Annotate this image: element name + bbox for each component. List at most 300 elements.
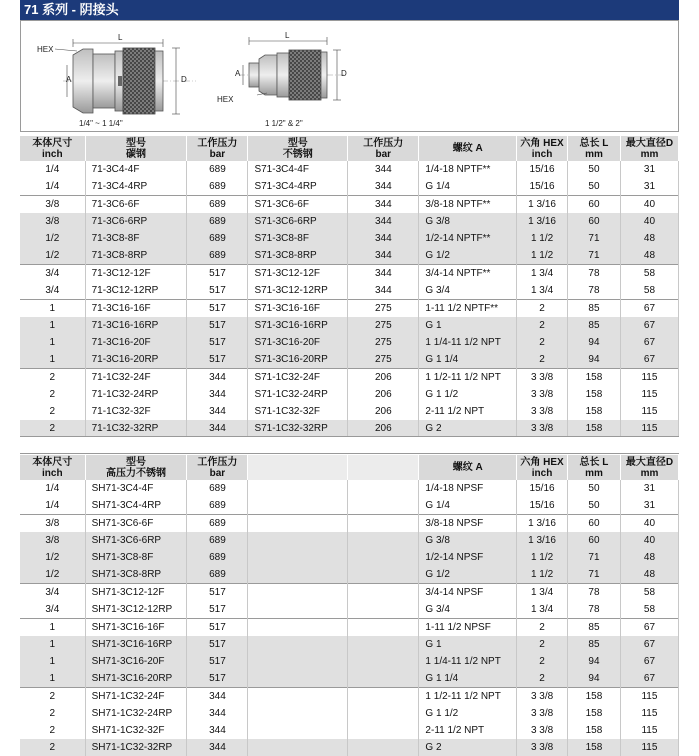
table-cell: 78 xyxy=(568,265,621,283)
table-cell: 94 xyxy=(568,653,621,670)
table-cell: 71 xyxy=(568,566,621,584)
table-cell: S71-3C8-8F xyxy=(248,230,348,247)
table-cell: 2 xyxy=(20,386,85,403)
table-cell: SH71-3C16-20RP xyxy=(85,670,187,688)
table-cell: 3 3/8 xyxy=(517,705,568,722)
table-cell: G 3/8 xyxy=(419,213,517,230)
table-cell: 67 xyxy=(620,351,678,369)
table-cell: 71-1C32-32RP xyxy=(85,420,187,437)
table-cell: 344 xyxy=(187,386,248,403)
table-cell: S71-3C4-4F xyxy=(248,161,348,178)
table-cell: 31 xyxy=(620,178,678,196)
table-cell xyxy=(348,705,419,722)
table-cell: 1 xyxy=(20,619,85,637)
table-cell xyxy=(248,584,348,602)
table-cell xyxy=(248,497,348,515)
right-thread-label: A xyxy=(235,69,241,78)
table-cell: 1/2-14 NPTF** xyxy=(419,230,517,247)
table-cell: 344 xyxy=(348,230,419,247)
table-cell: 689 xyxy=(187,178,248,196)
table-cell: 115 xyxy=(620,420,678,437)
table-cell: 158 xyxy=(568,705,621,722)
table-cell: 689 xyxy=(187,196,248,214)
table-cell: 689 xyxy=(187,515,248,533)
table-cell: 94 xyxy=(568,334,621,351)
column-header: 本体尺寸 inch xyxy=(20,136,85,161)
table-cell xyxy=(348,619,419,637)
table-cell: 517 xyxy=(187,584,248,602)
table-cell: 1/4-18 NPSF xyxy=(419,480,517,497)
carbon-stainless-table xyxy=(20,136,679,437)
table-row xyxy=(20,722,679,739)
table-cell xyxy=(348,601,419,619)
table-cell: 60 xyxy=(568,532,621,549)
table-cell: 689 xyxy=(187,480,248,497)
table-cell: 2 xyxy=(517,653,568,670)
table-row xyxy=(20,566,679,584)
table-cell: 2 xyxy=(20,688,85,706)
table-cell: 3/8 xyxy=(20,196,85,214)
table-row xyxy=(20,213,679,230)
table-cell: 1 xyxy=(20,300,85,318)
table-cell: 71 xyxy=(568,230,621,247)
table-row xyxy=(20,688,679,706)
table-cell: 48 xyxy=(620,566,678,584)
column-header: 六角 HEX inch xyxy=(517,136,568,161)
table-cell: 1 1/2 xyxy=(517,549,568,566)
table-cell: 58 xyxy=(620,282,678,300)
table-cell xyxy=(248,739,348,756)
table-row xyxy=(20,196,679,214)
table-cell: 3/8 xyxy=(20,213,85,230)
table-cell: S71-1C32-24RP xyxy=(248,386,348,403)
table-cell: 50 xyxy=(568,178,621,196)
table-cell: 517 xyxy=(187,265,248,283)
left-thread-label: A xyxy=(66,75,72,84)
table-cell: G 1/4 xyxy=(419,178,517,196)
column-header: 最大直径D mm xyxy=(620,455,678,480)
table-row xyxy=(20,161,679,178)
table-cell: S71-3C6-6RP xyxy=(248,213,348,230)
table-cell: 3/4-14 NPTF** xyxy=(419,265,517,283)
column-header: 螺纹 A xyxy=(419,136,517,161)
table-cell xyxy=(348,722,419,739)
table-cell: G 1 1/2 xyxy=(419,705,517,722)
table-row xyxy=(20,601,679,619)
table-cell: 3/4-14 NPSF xyxy=(419,584,517,602)
table-cell: 71-3C8-8RP xyxy=(85,247,187,265)
table-cell: 15/16 xyxy=(517,178,568,196)
table-cell: 1 xyxy=(20,351,85,369)
table-cell: 2 xyxy=(20,403,85,420)
table-cell: 67 xyxy=(620,300,678,318)
column-header xyxy=(248,455,348,480)
table-row xyxy=(20,334,679,351)
column-header: 型号 不锈钢 xyxy=(248,136,348,161)
table-cell: 1 1/2-11 1/2 NPT xyxy=(419,688,517,706)
table-cell: 85 xyxy=(568,636,621,653)
table-cell: 71-3C4-4RP xyxy=(85,178,187,196)
table-cell: 517 xyxy=(187,334,248,351)
table-cell: 31 xyxy=(620,161,678,178)
table-row xyxy=(20,497,679,515)
small-coupling-drawing xyxy=(55,39,196,114)
table-cell: 67 xyxy=(620,334,678,351)
table-cell: 67 xyxy=(620,619,678,637)
table-cell xyxy=(348,480,419,497)
table-cell: 40 xyxy=(620,196,678,214)
column-header: 工作压力 bar xyxy=(187,455,248,480)
table-cell: 689 xyxy=(187,230,248,247)
table-cell: SH71-1C32-24RP xyxy=(85,705,187,722)
table-cell: 2 xyxy=(517,619,568,637)
table-cell: 2 xyxy=(20,369,85,387)
table-cell: 115 xyxy=(620,369,678,387)
table-cell: 344 xyxy=(348,247,419,265)
table-cell: 71-3C16-20RP xyxy=(85,351,187,369)
left-hex-label: HEX xyxy=(37,45,54,54)
section-title: 71 系列 - 阴接头 xyxy=(20,0,679,20)
table-cell: 158 xyxy=(568,420,621,437)
table-cell: 689 xyxy=(187,497,248,515)
table-cell xyxy=(248,653,348,670)
table-cell: 71-3C12-12RP xyxy=(85,282,187,300)
table-cell xyxy=(348,739,419,756)
table-cell: 115 xyxy=(620,722,678,739)
table-cell: 1/4 xyxy=(20,497,85,515)
coupling-diagram-panel xyxy=(20,20,679,132)
table-row xyxy=(20,670,679,688)
table-cell xyxy=(248,532,348,549)
table-cell: 94 xyxy=(568,351,621,369)
table-cell: 689 xyxy=(187,549,248,566)
table-cell: 71-3C12-12F xyxy=(85,265,187,283)
table-cell: 1 3/4 xyxy=(517,265,568,283)
table-cell: 1 1/2 xyxy=(517,230,568,247)
table-cell: SH71-3C12-12F xyxy=(85,584,187,602)
table-row xyxy=(20,230,679,247)
table-cell: 517 xyxy=(187,300,248,318)
table-cell: 1-11 1/2 NPSF xyxy=(419,619,517,637)
table-cell: 344 xyxy=(187,722,248,739)
table-cell xyxy=(348,515,419,533)
table-cell xyxy=(248,549,348,566)
table-cell: 344 xyxy=(348,265,419,283)
table-row xyxy=(20,705,679,722)
table-row xyxy=(20,300,679,318)
table-cell xyxy=(248,636,348,653)
table-cell: SH71-3C12-12RP xyxy=(85,601,187,619)
table-cell: 71 xyxy=(568,247,621,265)
table-cell: 517 xyxy=(187,619,248,637)
table-cell: 1 xyxy=(20,653,85,670)
table-cell: 115 xyxy=(620,403,678,420)
table-cell: 689 xyxy=(187,161,248,178)
table-cell: G 2 xyxy=(419,420,517,437)
table-cell: S71-3C12-12RP xyxy=(248,282,348,300)
table-cell: 517 xyxy=(187,317,248,334)
table-cell: 3/4 xyxy=(20,282,85,300)
table-cell: 78 xyxy=(568,584,621,602)
table-cell: SH71-1C32-24F xyxy=(85,688,187,706)
table-cell: 58 xyxy=(620,601,678,619)
table-cell: SH71-3C6-6RP xyxy=(85,532,187,549)
table-cell: 78 xyxy=(568,601,621,619)
table-cell: 517 xyxy=(187,636,248,653)
table-row xyxy=(20,351,679,369)
table-cell: 60 xyxy=(568,515,621,533)
table-cell: 517 xyxy=(187,653,248,670)
left-diameter-label: D xyxy=(181,75,187,84)
table-cell: 15/16 xyxy=(517,480,568,497)
table-cell: 85 xyxy=(568,317,621,334)
table-row xyxy=(20,247,679,265)
table-cell xyxy=(248,705,348,722)
table-cell: 1/4 xyxy=(20,178,85,196)
table-cell: SH71-3C4-4F xyxy=(85,480,187,497)
table-cell: 2 xyxy=(20,705,85,722)
table-cell: 1 3/4 xyxy=(517,282,568,300)
table-cell: 2 xyxy=(517,300,568,318)
table-cell xyxy=(348,688,419,706)
table-cell: 3 3/8 xyxy=(517,722,568,739)
table-cell xyxy=(248,601,348,619)
table-cell: 158 xyxy=(568,722,621,739)
table-row xyxy=(20,584,679,602)
column-header: 六角 HEX inch xyxy=(517,455,568,480)
table-cell xyxy=(248,619,348,637)
table-cell: G 1 1/2 xyxy=(419,386,517,403)
table-cell: 3/8 xyxy=(20,515,85,533)
table-cell: 344 xyxy=(187,420,248,437)
table-row xyxy=(20,282,679,300)
table-row xyxy=(20,386,679,403)
table-cell: 67 xyxy=(620,317,678,334)
table-cell: 689 xyxy=(187,213,248,230)
table-cell: 2 xyxy=(20,739,85,756)
column-header: 总长 L mm xyxy=(568,455,621,480)
table-row xyxy=(20,178,679,196)
table-cell: 31 xyxy=(620,497,678,515)
table-cell: G 3/4 xyxy=(419,601,517,619)
table-cell: 1/4 xyxy=(20,161,85,178)
right-hex-label: HEX xyxy=(217,95,234,104)
table-cell: S71-3C6-6F xyxy=(248,196,348,214)
table-cell: 158 xyxy=(568,386,621,403)
table-cell: 1-11 1/2 NPTF** xyxy=(419,300,517,318)
table-cell: G 1/2 xyxy=(419,566,517,584)
table-cell: 517 xyxy=(187,670,248,688)
table-cell: G 1/2 xyxy=(419,247,517,265)
table-cell: 1 1/4-11 1/2 NPT xyxy=(419,653,517,670)
table-cell: 85 xyxy=(568,619,621,637)
table-cell: 2 xyxy=(517,317,568,334)
table-row xyxy=(20,549,679,566)
table-cell: 1 3/4 xyxy=(517,601,568,619)
table-cell: 517 xyxy=(187,351,248,369)
table-cell: 344 xyxy=(187,369,248,387)
table-cell: 94 xyxy=(568,670,621,688)
table-cell: 115 xyxy=(620,688,678,706)
table-cell: 2 xyxy=(517,351,568,369)
table-cell: G 1 1/4 xyxy=(419,351,517,369)
table-cell: SH71-3C16-16F xyxy=(85,619,187,637)
table-cell: 1/2 xyxy=(20,230,85,247)
table-cell: SH71-3C16-16RP xyxy=(85,636,187,653)
table-cell xyxy=(348,636,419,653)
table-cell: 2 xyxy=(20,420,85,437)
table-cell: 158 xyxy=(568,739,621,756)
table-cell: 689 xyxy=(187,532,248,549)
table-cell: SH71-1C32-32F xyxy=(85,722,187,739)
table-cell: 206 xyxy=(348,369,419,387)
table-cell: 60 xyxy=(568,196,621,214)
table-row xyxy=(20,369,679,387)
table-cell: 1/2 xyxy=(20,549,85,566)
table-cell: S71-3C16-20F xyxy=(248,334,348,351)
table-cell: 344 xyxy=(348,213,419,230)
table-cell: 85 xyxy=(568,300,621,318)
table-cell xyxy=(248,566,348,584)
table-cell: 3/4 xyxy=(20,265,85,283)
column-header: 螺纹 A xyxy=(419,455,517,480)
table-cell: 1 xyxy=(20,334,85,351)
table-cell: 158 xyxy=(568,369,621,387)
table-cell: 50 xyxy=(568,480,621,497)
table-cell: 60 xyxy=(568,213,621,230)
table-cell: 1/2 xyxy=(20,247,85,265)
table-cell: 3/4 xyxy=(20,584,85,602)
right-size-caption: 1 1/2" & 2" xyxy=(265,119,303,128)
table-cell: 275 xyxy=(348,300,419,318)
table-cell: 517 xyxy=(187,601,248,619)
table-cell: 71-1C32-24F xyxy=(85,369,187,387)
table-cell: S71-3C8-8RP xyxy=(248,247,348,265)
table-row xyxy=(20,619,679,637)
table-cell: 71-3C16-20F xyxy=(85,334,187,351)
table-cell: 3/8-18 NPTF** xyxy=(419,196,517,214)
table-cell: 40 xyxy=(620,213,678,230)
table-cell: 71 xyxy=(568,549,621,566)
table-cell xyxy=(348,653,419,670)
column-header: 型号 高压力不锈钢 xyxy=(85,455,187,480)
table-cell: S71-3C12-12F xyxy=(248,265,348,283)
table-cell: 67 xyxy=(620,653,678,670)
table-cell: 48 xyxy=(620,230,678,247)
column-header: 最大直径D mm xyxy=(620,136,678,161)
table-cell: 2 xyxy=(517,670,568,688)
table-cell: 344 xyxy=(348,196,419,214)
column-header xyxy=(348,455,419,480)
table-cell: 344 xyxy=(187,688,248,706)
table-cell: G 1/4 xyxy=(419,497,517,515)
table-cell: 1 3/16 xyxy=(517,213,568,230)
table-cell: 71-3C6-6F xyxy=(85,196,187,214)
column-header: 工作压力 bar xyxy=(348,136,419,161)
table-cell: 1/4 xyxy=(20,480,85,497)
table-cell: 689 xyxy=(187,247,248,265)
table-cell: 48 xyxy=(620,549,678,566)
table-cell: 1 xyxy=(20,317,85,334)
table-cell: 3 3/8 xyxy=(517,420,568,437)
table-cell: 344 xyxy=(348,161,419,178)
column-header: 总长 L mm xyxy=(568,136,621,161)
table-cell: G 1 xyxy=(419,317,517,334)
table-cell xyxy=(248,722,348,739)
table-cell: 3 3/8 xyxy=(517,688,568,706)
table-cell: S71-1C32-32F xyxy=(248,403,348,420)
table-cell: 48 xyxy=(620,247,678,265)
table-row xyxy=(20,532,679,549)
table-cell: 71-1C32-32F xyxy=(85,403,187,420)
table-cell: S71-1C32-24F xyxy=(248,369,348,387)
table-divider xyxy=(20,436,679,454)
table-cell: 3 3/8 xyxy=(517,386,568,403)
table-cell: 2 xyxy=(20,722,85,739)
table-cell: 58 xyxy=(620,584,678,602)
table-cell: 689 xyxy=(187,566,248,584)
table-cell: 3/8-18 NPSF xyxy=(419,515,517,533)
table-cell: 1 3/16 xyxy=(517,532,568,549)
right-length-label: L xyxy=(285,31,290,40)
table-cell: 67 xyxy=(620,636,678,653)
table-cell: G 3/4 xyxy=(419,282,517,300)
table-cell: 275 xyxy=(348,334,419,351)
table-cell: 1 xyxy=(20,636,85,653)
table-row xyxy=(20,265,679,283)
table-cell: G 1 xyxy=(419,636,517,653)
table-cell: 344 xyxy=(348,282,419,300)
table-cell: G 2 xyxy=(419,739,517,756)
table-cell: 3/4 xyxy=(20,601,85,619)
table-cell: 1 3/16 xyxy=(517,515,568,533)
table-row xyxy=(20,317,679,334)
table-cell: 1 1/4-11 1/2 NPT xyxy=(419,334,517,351)
table-cell: SH71-3C8-8RP xyxy=(85,566,187,584)
table-cell: 2 xyxy=(517,334,568,351)
table-cell: 206 xyxy=(348,403,419,420)
table-cell: 206 xyxy=(348,386,419,403)
table-cell: 71-3C16-16RP xyxy=(85,317,187,334)
table-cell xyxy=(348,670,419,688)
high-pressure-stainless-table xyxy=(20,455,679,756)
table-cell: 3 3/8 xyxy=(517,403,568,420)
table-cell: G 3/8 xyxy=(419,532,517,549)
table-cell xyxy=(248,480,348,497)
table-cell: 344 xyxy=(187,403,248,420)
table-cell: S71-1C32-32RP xyxy=(248,420,348,437)
table-cell: 58 xyxy=(620,265,678,283)
table-cell: 206 xyxy=(348,420,419,437)
table-cell: 15/16 xyxy=(517,161,568,178)
table-cell: 275 xyxy=(348,317,419,334)
table-cell: 1 1/2 xyxy=(517,247,568,265)
table-cell: SH71-3C6-6F xyxy=(85,515,187,533)
table-cell: 1/2 xyxy=(20,566,85,584)
left-size-caption: 1/4" ~ 1 1/4" xyxy=(79,119,123,128)
table-cell: 71-3C4-4F xyxy=(85,161,187,178)
table-row xyxy=(20,515,679,533)
table-cell: 71-1C32-24RP xyxy=(85,386,187,403)
table-cell: 344 xyxy=(187,739,248,756)
table-cell xyxy=(348,566,419,584)
large-coupling-drawing xyxy=(239,37,346,100)
table-cell: SH71-3C8-8F xyxy=(85,549,187,566)
table-cell: 2-11 1/2 NPT xyxy=(419,403,517,420)
table-cell: 67 xyxy=(620,670,678,688)
table-row xyxy=(20,420,679,437)
table-cell: G 1 1/4 xyxy=(419,670,517,688)
